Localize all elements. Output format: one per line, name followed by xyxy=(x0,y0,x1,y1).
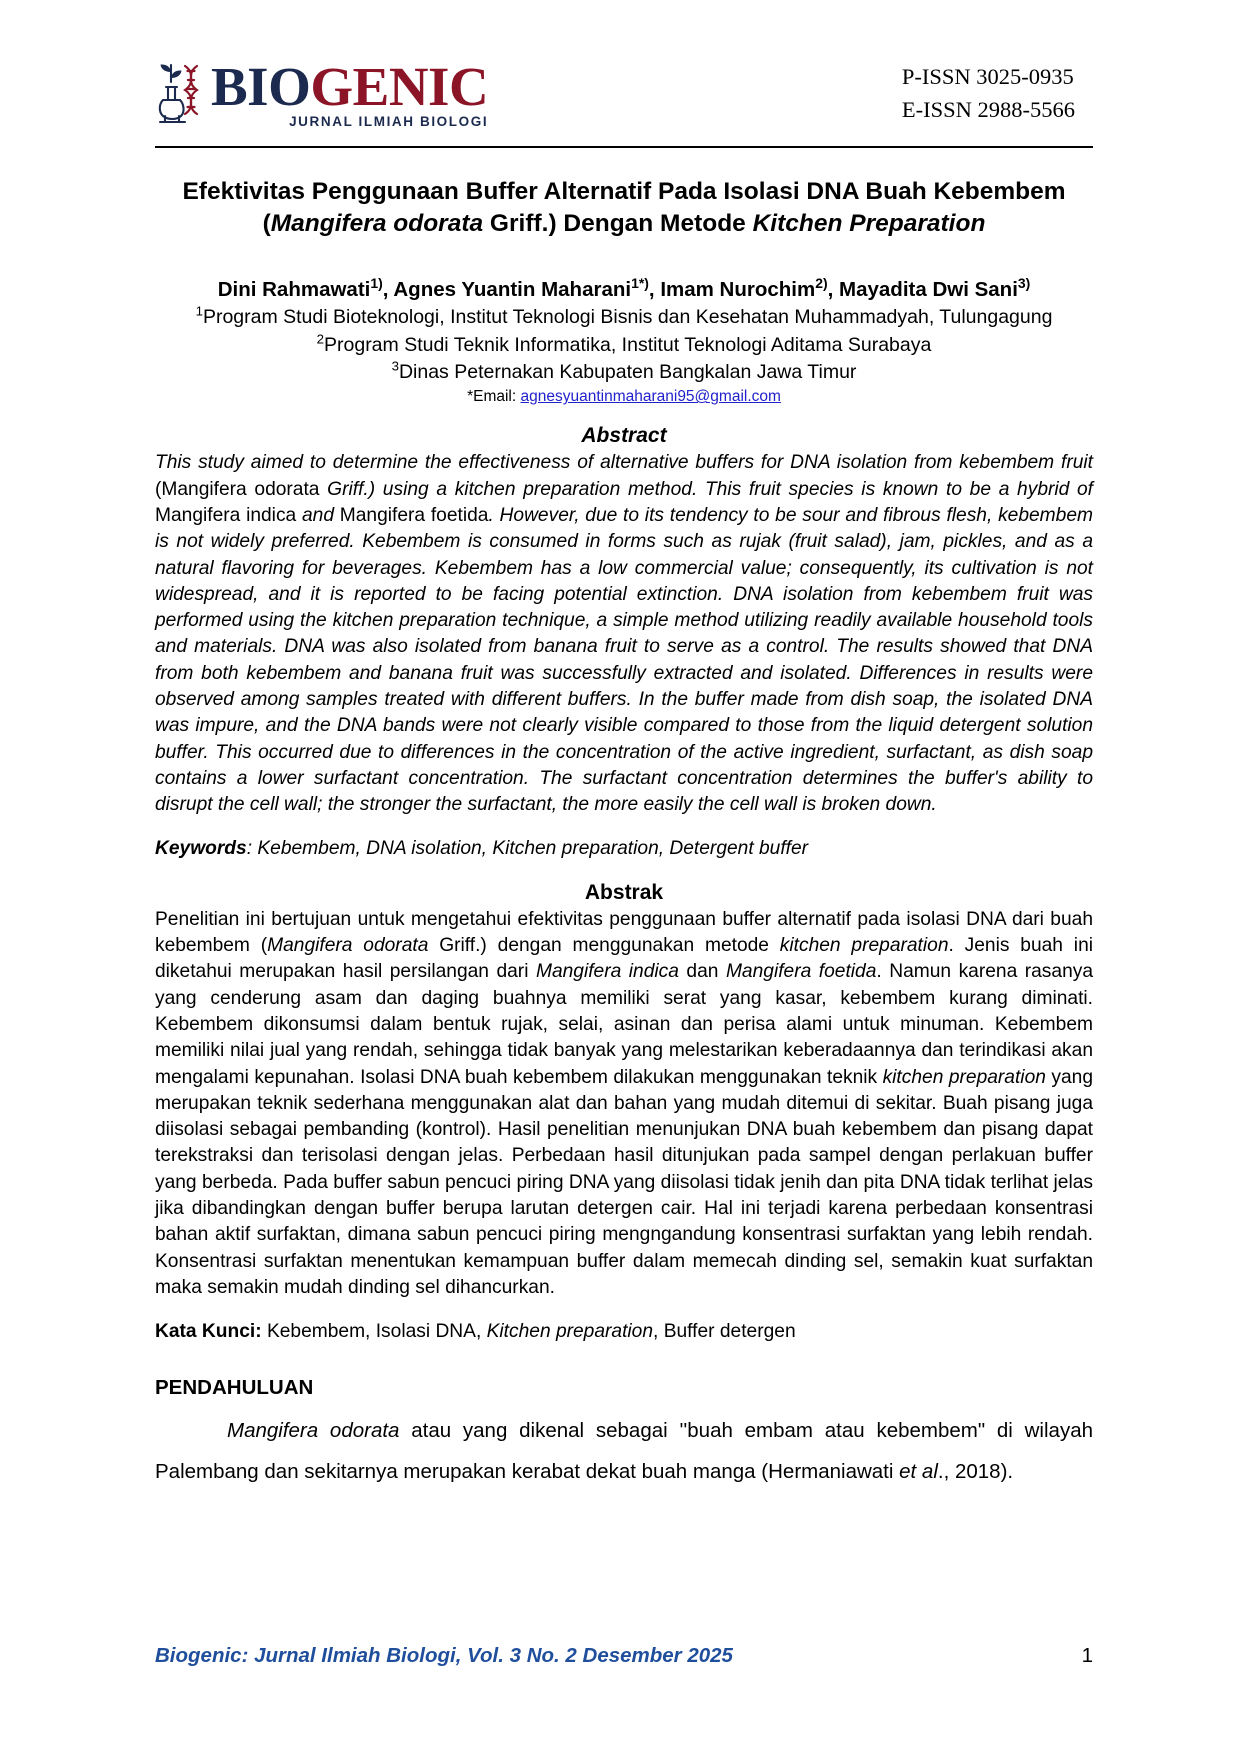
article-title xyxy=(173,176,1075,241)
abstract-body-en: This study aimed to determine the effectiveness of alternative buffers for DNA isolation from kebembem fruit (Mangifera odorata Griff.) using a kitchen preparation method. This fruit species is known to be a hybrid of Mangifera indica and Mangifera foetida. However, due to its tendency to be sour and fibrous flesh, kebembem is not widely preferred. Kebembem is consumed in forms such as rujak (fruit salad), jam, pickles, and as a natural flavoring for beverages. Kebembem has a low commercial value; consequently, its cultivation is not widespread, and it is reported to be facing potential extinction. DNA isolation from kebembem fruit was performed using the kitchen preparation technique, a simple method utilizing readily available household tools and materials. DNA was also isolated from banana fruit to serve as a control. The results showed that DNA from both kebembem and banana fruit was successfully extracted and isolated. Differences in results were observed among samples treated with different buffers. In the buffer made from dish soap, the isolated DNA was impure, and the DNA bands were not clearly visible compared to those from the liquid detergent solution buffer. This occurred due to differences in the concentration of the active ingredient, surfactant, as dish soap contains a lower surfactant concentration. The surfactant concentration determines the buffer's ability to disrupt the cell wall; the stronger the surfactant, the more easily the cell wall is broken down. xyxy=(155,452,1093,816)
issn-print: P-ISSN 3025-0935 xyxy=(901,64,1074,90)
footer-page-number: 1 xyxy=(1081,1644,1093,1667)
keywords-en-value: : Kebembem, DNA isolation, Kitchen preparation, Detergent buffer xyxy=(246,838,809,860)
keywords-en xyxy=(155,836,1093,862)
keywords-id-label: Kata Kunci: xyxy=(155,1321,262,1343)
logo-word-genic: GENIC xyxy=(310,56,489,118)
logo-subtitle: JURNAL ILMIAH BIOLOGI xyxy=(289,113,489,129)
corresponding-email xyxy=(155,388,1093,406)
journal-logo-text xyxy=(211,56,489,129)
dna-plant-flask-icon xyxy=(155,60,207,126)
masthead-divider xyxy=(155,146,1093,148)
page-footer xyxy=(155,1644,1093,1668)
article-title-line1: Efektivitas Penggunaan Buffer Alternatif Pada Isolasi DNA Buah Kebembem xyxy=(182,178,1066,205)
keywords-en-label: Keywords xyxy=(155,838,247,860)
email-link[interactable]: agnesyuantinmaharani95@gmail.com xyxy=(520,388,781,406)
abstract-heading-en: Abstract xyxy=(581,424,667,448)
introduction-paragraph: Mangifera odorata atau yang dikenal sebagai ''buah embam atau kebembem" di wilayah Palembang dan sekitarnya merupakan kerabat dekat buah manga (Hermaniawati et al., 2018). xyxy=(155,1418,1093,1483)
keywords-id-value: Kebembem, Isolasi DNA, Kitchen preparation, Buffer detergen xyxy=(261,1321,796,1343)
article-title-line2: (Mangifera odorata Griff.) Dengan Metode Kitchen Preparation xyxy=(262,210,986,238)
issn-block xyxy=(902,61,1093,126)
author-list: Dini Rahmawati$^{1)}$, Agnes Yuantin Maharani$^{1*)}$, Imam Nurochim$^{2)}$, Mayadita Dwi Sani$^{3)}$ xyxy=(217,274,1031,301)
affiliation-1: $^1$Program Studi Bioteknologi, Institut Teknologi Bisnis dan Kesehatan Muhammadyah, Tulungagung xyxy=(195,303,1053,329)
issn-electronic: E-ISSN 2988-5566 xyxy=(901,97,1075,122)
abstract-heading-id: Abstrak xyxy=(584,880,664,904)
email-label: *Email: xyxy=(467,388,521,406)
introduction-heading: PENDAHULUAN xyxy=(155,1375,314,1399)
journal-masthead xyxy=(155,48,1093,140)
logo-word-bio: BIO xyxy=(211,56,311,118)
affiliation-3: $^3$Dinas Peternakan Kabupaten Bangkalan Jawa Timur xyxy=(391,358,857,383)
footer-citation: Biogenic: Jurnal Ilmiah Biologi, Vol. 3 No. 2 Desember 2025 xyxy=(155,1644,733,1667)
journal-logo xyxy=(155,56,489,129)
keywords-id xyxy=(155,1319,1093,1345)
affiliation-2: $^2$Program Studi Teknik Informatika, Institut Teknologi Aditama Surabaya xyxy=(316,331,932,356)
abstract-body-id: Penelitian ini bertujuan untuk mengetahui efektivitas penggunaan buffer alternatif pada isolasi DNA dari buah kebembem (Mangifera odorata Griff.) dengan menggunakan metode kitchen preparation. Jenis buah ini diketahui merupakan hasil persilangan dari Mangifera indica dan Mangifera foetida. Namun karena rasanya yang cenderung asam dan daging buahnya memiliki serat yang kasar, kebembem kurang diminati. Kebembem dikonsumsi dalam bentuk rujak, selai, asinan dan perisa alami untuk minuman. Kebembem memiliki nilai jual yang rendah, sehingga tidak banyak yang melestarikan keberadaannya dan terindikasi akan mengalami kepunahan. Isolasi DNA buah kebembem dilakukan menggunakan teknik kitchen preparation yang merupakan teknik sederhana menggunakan alat dan bahan yang mudah ditemui di sekitar. Buah pisang juga diisolasi sebagai pembanding (kontrol). Hasil penelitian menunjukan DNA buah kebembem dan pisang dapat terekstraksi dan terisolasi dengan jelas. Perbedaan hasil ditunjukan pada sampel dengan perlakuan buffer yang berbeda. Pada buffer sabun pencuci piring DNA yang diisolasi tidak jenih dan pita DNA tidak terlihat jelas jika dibandingkan dengan buffer berupa larutan detergen cair. Hal ini terjadi karena perbedaan konsentrasi bahan aktif surfaktan, dimana sabun pencuci piring mengngandung konsentrasi surfaktan yang lebih rendah. Konsentrasi surfaktan menentukan kemampuan buffer dalam memecah dinding sel, semakin kuat surfaktan maka semakin mudah dinding sel dihancurkan. xyxy=(155,908,1094,1298)
